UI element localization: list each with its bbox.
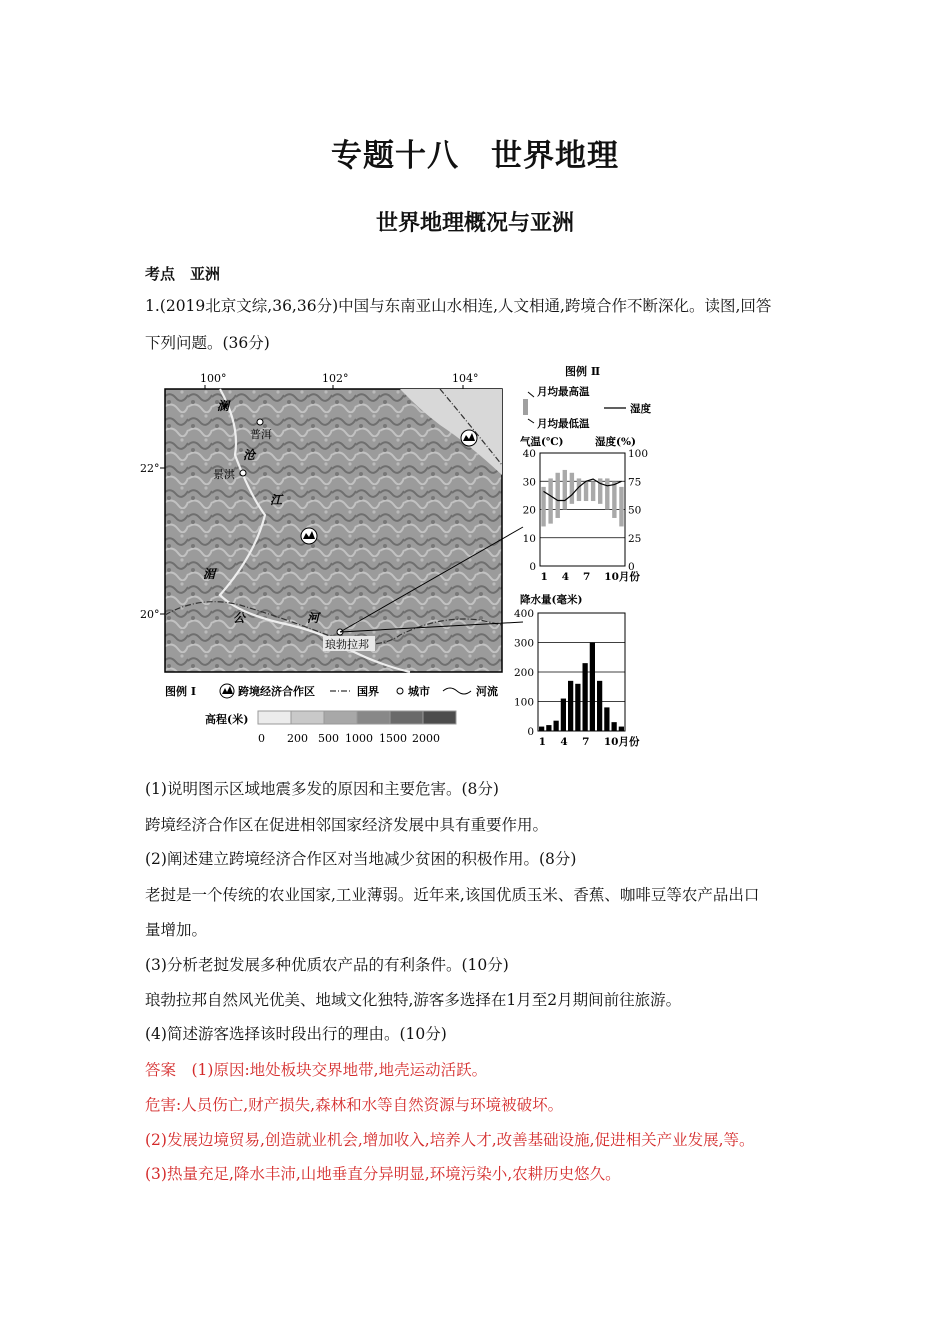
precip-bar xyxy=(597,681,602,731)
precip-bar xyxy=(546,725,551,731)
answer-4: (3)热量充足,降水丰沛,山地垂直分异明显,环境污染小,农耕历史悠久。 xyxy=(145,1165,621,1183)
map-legend xyxy=(165,684,498,745)
humidity-y-tick: 100 xyxy=(628,448,649,460)
legend-zone: 跨境经济合作区 xyxy=(238,685,315,698)
figure xyxy=(140,365,670,750)
humidity-y-tick: 25 xyxy=(628,532,642,545)
precip-bar xyxy=(568,681,573,731)
question-3: (3)分析老挝发展多种优质农产品的有利条件。(10分) xyxy=(145,956,509,974)
temp-x-tick: 1 xyxy=(540,571,548,583)
paragraph-1: 跨境经济合作区在促进相邻国家经济发展中具有重要作用。 xyxy=(145,816,549,834)
question-intro-line1: 1.(2019北京文综,36,36分)中国与东南亚山水相连,人文相通,跨境合作不断深化。读图,回答 xyxy=(145,297,772,315)
precip-bar xyxy=(539,727,544,731)
page-subtitle: 世界地理概况与亚洲 xyxy=(375,210,574,236)
lat-label-22: 22° xyxy=(140,462,160,475)
economic-zone-icon xyxy=(461,430,477,446)
paragraph-2-line1: 老挝是一个传统的农业国家,工业薄弱。近年来,该国优质玉米、香蕉、咖啡豆等农产品出口 xyxy=(145,886,760,904)
climate-legend xyxy=(523,365,651,430)
precip-x-tick: 4 xyxy=(560,736,568,748)
precip-y-tick: 200 xyxy=(513,667,534,679)
river-char-lan: 澜 xyxy=(217,399,230,413)
elev-label: 高程(米) xyxy=(205,713,249,726)
precip-x-tick: 10月份 xyxy=(603,736,640,748)
precip-bar xyxy=(583,663,588,731)
humidity-line xyxy=(544,479,622,501)
legend-border: 国界 xyxy=(357,685,379,698)
legend-low-temp: 月均最低温 xyxy=(537,418,590,430)
precip-y-tick: 100 xyxy=(513,696,534,709)
answer-3: (2)发展边境贸易,创造就业机会,增加收入,培养人才,改善基础设施,促进相关产业发展,等。 xyxy=(145,1131,755,1149)
humidity-axis-title: 湿度(%) xyxy=(595,436,636,448)
precip-bar xyxy=(575,684,580,731)
question-1: (1)说明图示区域地震多发的原因和主要危害。(8分) xyxy=(145,780,499,798)
temp-axis-title: 气温(℃) xyxy=(520,436,564,448)
temp-x-tick: 10月份 xyxy=(604,571,640,583)
humidity-y-tick: 50 xyxy=(628,504,642,517)
paragraph-2-line2: 量增加。 xyxy=(145,921,208,939)
temp-y-tick: 40 xyxy=(522,448,536,460)
temp-y-tick: 0 xyxy=(529,561,536,573)
temp-y-tick: 30 xyxy=(522,476,536,489)
river-char-gong: 公 xyxy=(233,611,246,625)
question-intro-line2: 下列问题。(36分) xyxy=(145,334,270,352)
economic-zone-icon xyxy=(220,684,234,698)
question-4: (4)简述游客选择该时段出行的理由。(10分) xyxy=(145,1025,447,1043)
elev-tick: 2000 xyxy=(412,732,440,745)
legend-arrow-high xyxy=(528,392,534,397)
city-dot-jinghong xyxy=(240,470,246,476)
temp-range-bar xyxy=(556,473,560,518)
climate-legend-title: 图例 Ⅱ xyxy=(565,365,601,378)
temp-y-tick: 20 xyxy=(522,504,536,517)
temp-y-tick: 10 xyxy=(522,532,536,545)
temp-range-bar xyxy=(548,478,552,523)
precip-y-tick: 400 xyxy=(513,608,534,620)
map xyxy=(140,372,523,672)
city-dot-puer xyxy=(257,419,263,425)
temp-range-bar xyxy=(584,481,588,501)
precip-axis-title: 降水量(毫米) xyxy=(520,594,583,606)
temp-range-bar xyxy=(605,478,609,509)
temp-range-bar xyxy=(570,473,574,504)
section-heading: 考点 亚洲 xyxy=(145,265,221,283)
precip-y-tick: 0 xyxy=(527,726,534,738)
temp-range-bar xyxy=(577,478,581,501)
river-char-he: 河 xyxy=(307,611,320,625)
paragraph-3: 琅勃拉邦自然风光优美、地域文化独特,游客多选择在1月至2月期间前往旅游。 xyxy=(145,991,682,1009)
temp-range-bar xyxy=(591,481,595,501)
precip-y-tick: 300 xyxy=(513,637,534,650)
temp-range-symbol xyxy=(523,399,528,415)
answer-1: 答案 (1)原因:地处板块交界地带,地壳运动活跃。 xyxy=(145,1061,488,1079)
precip-bar xyxy=(561,699,566,731)
legend-river: 河流 xyxy=(476,685,498,698)
temp-chart xyxy=(520,435,648,583)
elev-tick: 1500 xyxy=(379,732,407,745)
temp-range-bar xyxy=(612,481,616,518)
legend-arrow-low xyxy=(528,419,534,423)
elevation-scale xyxy=(258,711,456,724)
precip-bar xyxy=(554,721,559,731)
legend-city: 城市 xyxy=(408,685,430,698)
question-2: (2)阐述建立跨境经济合作区对当地减少贫困的积极作用。(8分) xyxy=(145,850,577,868)
temp-x-tick: 4 xyxy=(561,571,570,583)
river-char-mei: 湄 xyxy=(203,567,216,581)
lon-label-104: 104° xyxy=(452,372,479,385)
city-label-puer: 普洱 xyxy=(250,428,272,441)
precip-chart xyxy=(514,593,640,748)
lon-label-100: 100° xyxy=(200,372,227,385)
city-label-luangprabang: 琅勃拉邦 xyxy=(325,638,369,651)
elev-tick: 500 xyxy=(318,732,339,745)
precip-x-tick: 1 xyxy=(538,736,546,748)
river-char-jiang: 江 xyxy=(270,493,283,507)
answer-2: 危害:人员伤亡,财产损失,森林和水等自然资源与环境被破坏。 xyxy=(145,1096,564,1114)
legend-humidity: 湿度 xyxy=(630,403,651,415)
humidity-y-tick: 0 xyxy=(628,561,635,573)
lat-label-20: 20° xyxy=(140,608,160,621)
river-symbol xyxy=(443,688,471,694)
lon-label-102: 102° xyxy=(322,372,349,385)
elev-tick: 200 xyxy=(287,732,308,745)
city-label-jinghong: 景洪 xyxy=(213,468,235,481)
temp-range-bar xyxy=(563,470,567,510)
temp-x-tick: 7 xyxy=(583,571,591,583)
economic-zone-icon xyxy=(301,528,317,544)
humidity-y-tick: 75 xyxy=(628,476,642,489)
precip-bar xyxy=(604,707,609,731)
temp-range-bar xyxy=(619,487,623,527)
precip-x-tick: 7 xyxy=(582,736,590,748)
river-char-cang: 沧 xyxy=(243,448,256,462)
elev-tick: 0 xyxy=(258,732,265,745)
legend-title: 图例 Ⅰ xyxy=(165,685,196,698)
precip-bar xyxy=(612,722,617,731)
page-title: 专题十八 世界地理 xyxy=(331,138,619,174)
elev-tick: 1000 xyxy=(345,732,373,745)
city-symbol xyxy=(397,688,403,694)
precip-bar xyxy=(619,727,624,731)
legend-high-temp: 月均最高温 xyxy=(537,386,590,398)
precip-bar xyxy=(590,643,595,732)
